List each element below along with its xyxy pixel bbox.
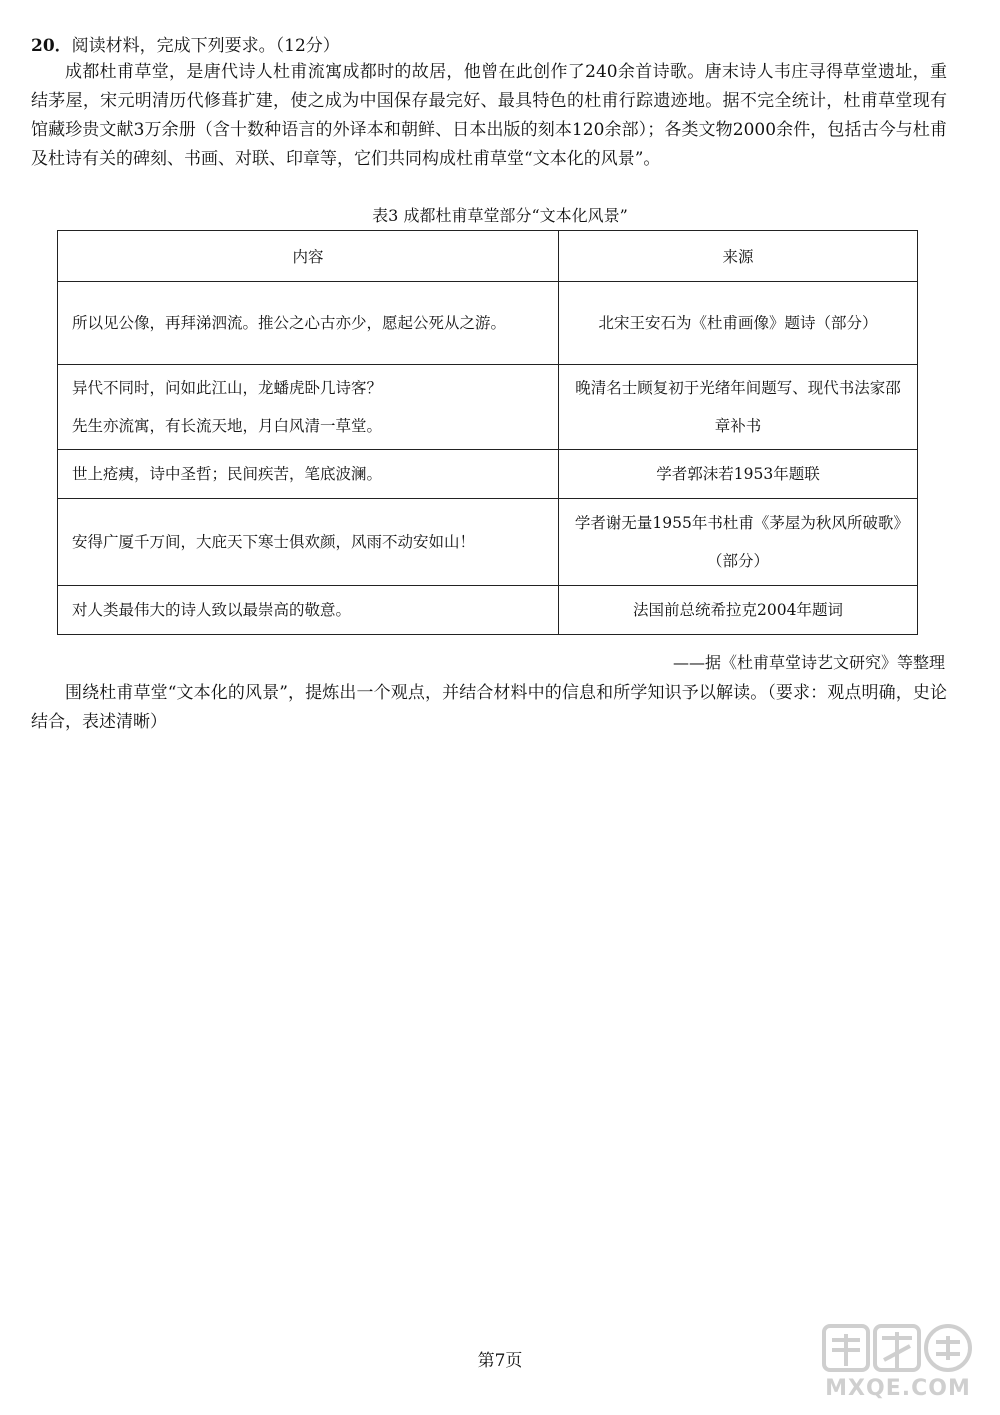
answer-circle-logo-icon [822, 1320, 972, 1378]
row-source: 学者谢无量1955年书杜甫《茅屋为秋风所破歌》（部分） [559, 499, 918, 586]
table-row [58, 365, 918, 450]
question-heading [31, 33, 340, 59]
row-content-line: 异代不同时，问如此江山，龙蟠虎卧几诗客？ [72, 379, 383, 397]
table-header-row [58, 231, 918, 282]
page-number: 第7页 [477, 1351, 523, 1371]
header-source: 来源 [559, 231, 918, 282]
row-source: 北宋王安石为《杜甫画像》题诗（部分） [559, 282, 918, 365]
row-content-line: 先生亦流寓，有长流天地，月白风清一草堂。 [72, 417, 383, 435]
watermark-logo [808, 1320, 988, 1408]
row-source: 晚清名士顾复初于光绪年间题写、现代书法家邵章补书 [559, 365, 918, 450]
table-row [58, 282, 918, 365]
table-row [58, 450, 918, 499]
table-attribution: ——据《杜甫草堂诗艺文研究》等整理 [672, 653, 945, 672]
row-content [58, 365, 559, 450]
row-source: 学者郭沫若1953年题联 [559, 450, 918, 499]
watermark-site-text: MXQE.COM [825, 1376, 971, 1401]
row-content: 安得广厦千万间，大庇天下寒士俱欢颜，风雨不动安如山！ [58, 499, 559, 586]
question-prompt: 阅读材料，完成下列要求。（12分） [71, 36, 340, 56]
source-table [57, 230, 918, 635]
table-caption: 表3 成都杜甫草堂部分“文本化风景” [372, 206, 628, 225]
header-content: 内容 [58, 231, 559, 282]
table-row [58, 499, 918, 586]
material-paragraph: 成都杜甫草堂，是唐代诗人杜甫流寓成都时的故居，他曾在此创作了240余首诗歌。唐末诗人韦庄寻得草堂遗址，重结茅屋，宋元明清历代修葺扩建，使之成为中国保存最完好、最具特色的杜甫行踪遗迹地。据不完全统计，杜甫草堂现有馆藏珍贵文献3万余册（含十数种语言的外译本和朝鲜、日本出版的刻本120余部）；各类文物2000余件，包括古今与杜甫及杜诗有关的碑刻、书画、对联、印章等，它们共同构成杜甫草堂“文本化的风景”。 [31, 62, 947, 169]
row-content: 世上疮痍，诗中圣哲；民间疾苦，笔底波澜。 [58, 450, 559, 499]
question-number: 20． [31, 36, 72, 56]
row-content: 对人类最伟大的诗人致以最崇高的敬意。 [58, 586, 559, 635]
row-source: 法国前总统希拉克2004年题词 [559, 586, 918, 635]
row-content: 所以见公像，再拜涕泗流。推公之心古亦少，愿起公死从之游。 [58, 282, 559, 365]
table-row [58, 586, 918, 635]
question-requirement: 围绕杜甫草堂“文本化的风景”，提炼出一个观点，并结合材料中的信息和所学知识予以解读。（要求：观点明确，史论结合，表述清晰） [31, 683, 947, 732]
